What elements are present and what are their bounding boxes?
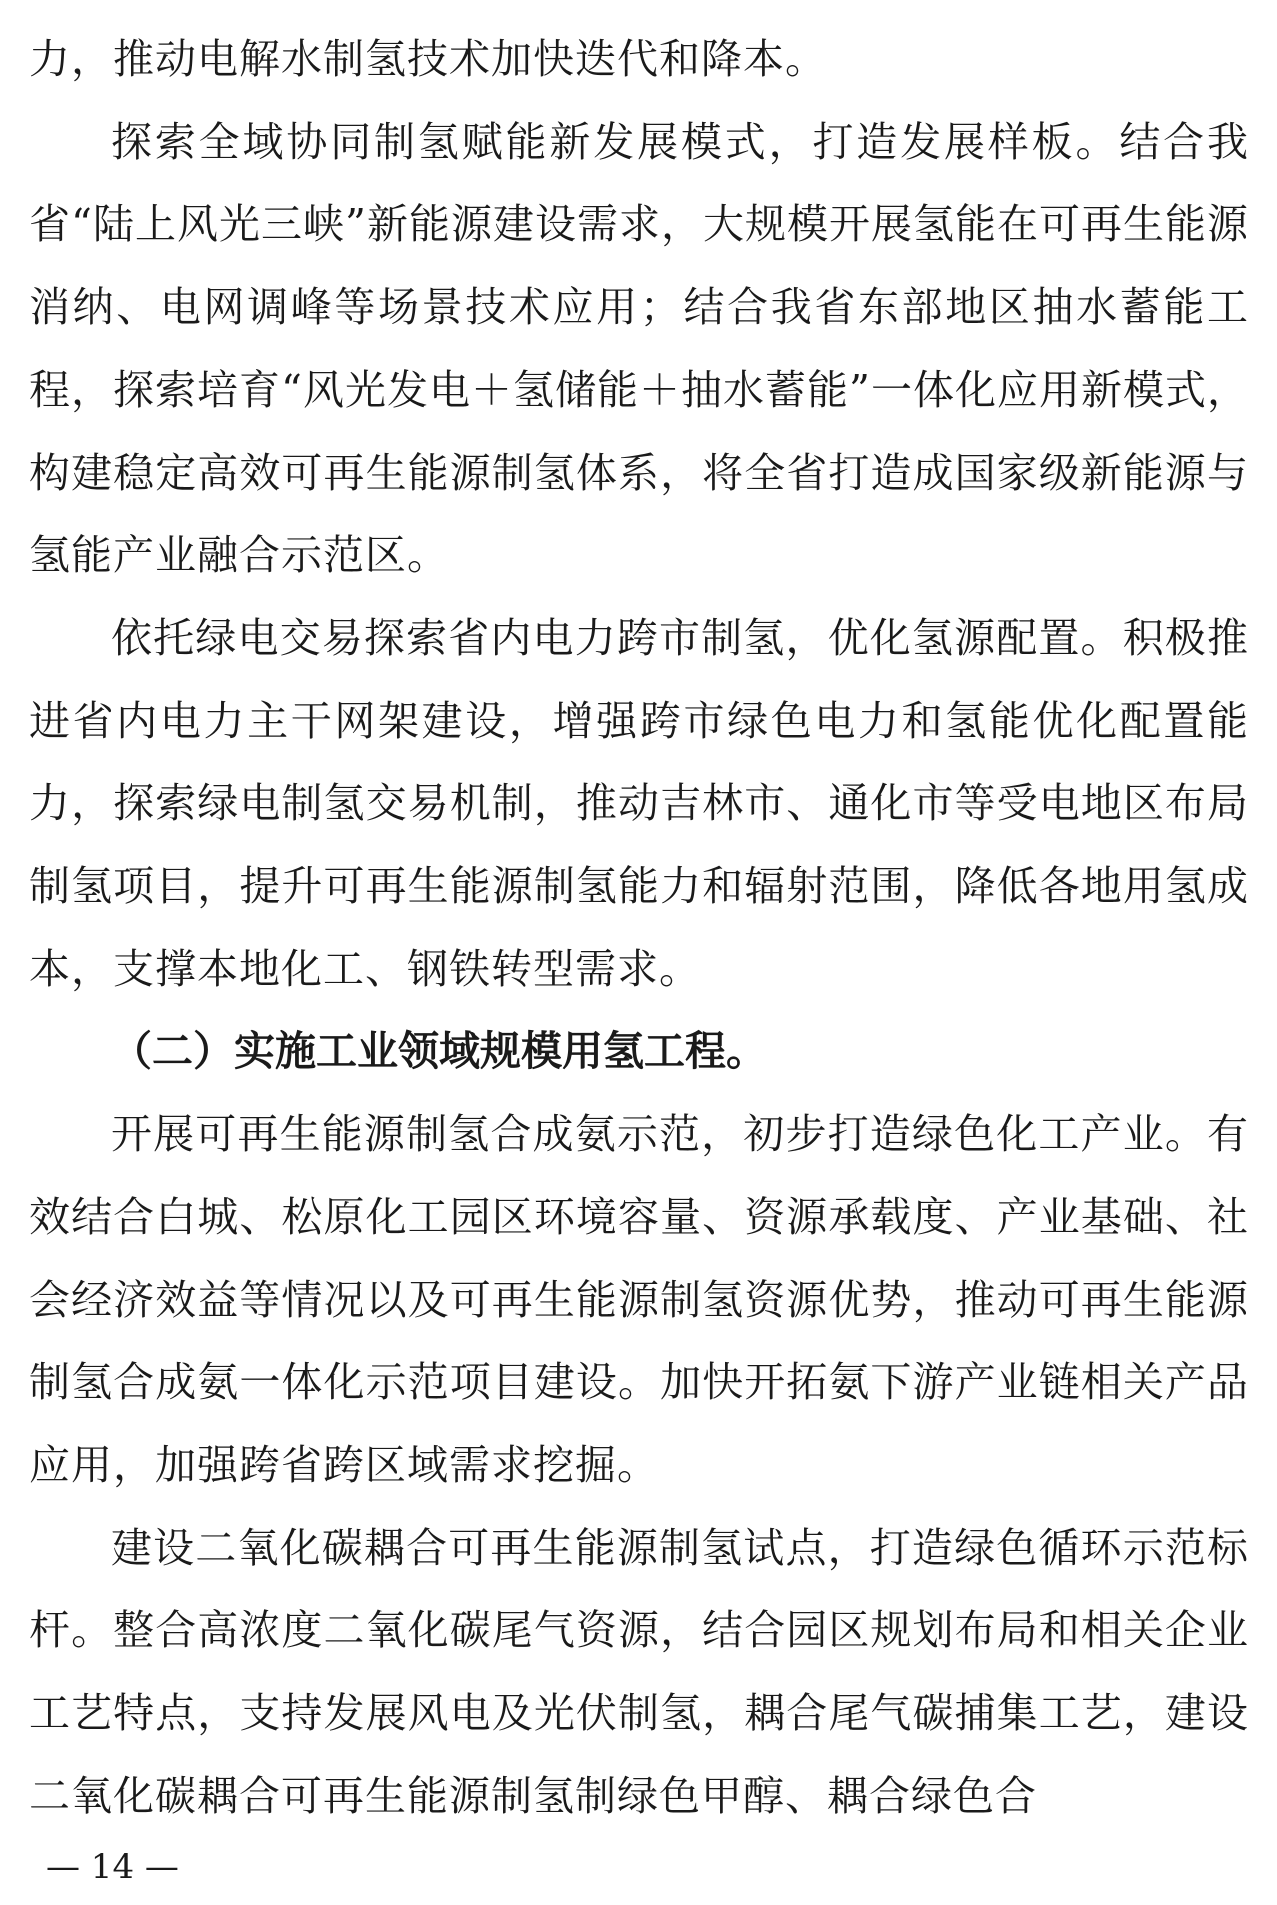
- paragraph-hydrogen-model: 探索全域协同制氢赋能新发展模式，打造发展样板。结合我省“陆上风光三峡”新能源建设需求，大规模开展氢能在可再生能源消纳、电网调峰等场景技术应用；结合我省东部地区抽水蓄能工程，探索培育“风光发电＋氢储能＋抽水蓄能”一体化应用新模式，构建稳定高效可再生能源制氢体系，将全省打造成国家级新能源与氢能产业融合示范区。: [29, 117, 1249, 580]
- page-number: — 14 —: [46, 1847, 179, 1887]
- section-heading: （二）实施工业领域规模用氢工程。: [111, 1027, 767, 1076]
- paragraph-co2-coupling: 建设二氧化碳耦合可再生能源制氢试点，打造绿色循环示范标杆。整合高浓度二氧化碳尾气资源，结合园区规划布局和相关企业工艺特点，支持发展风电及光伏制氢，耦合尾气碳捕集工艺，建设二氧化碳耦合可再生能源制氢制绿色甲醇、耦合绿色合: [29, 1523, 1249, 1820]
- paragraph-continuation: 力，推动电解水制氢技术加快迭代和降本。: [29, 35, 827, 83]
- document-body: [29, 18, 1249, 1837]
- paragraph-ammonia-demo: 开展可再生能源制氢合成氨示范，初步打造绿色化工产业。有效结合白城、松原化工园区环境容量、资源承载度、产业基础、社会经济效益等情况以及可再生能源制氢资源优势，推动可再生能源制氢合成氨一体化示范项目建设。加快开拓氨下游产业链相关产品应用，加强跨省跨区域需求挖掘。: [29, 1110, 1249, 1489]
- paragraph-green-power-trade: 依托绿电交易探索省内电力跨市制氢，优化氢源配置。积极推进省内电力主干网架建设，增强跨市绿色电力和氢能优化配置能力，探索绿电制氢交易机制，推动吉林市、通化市等受电地区布局制氢项目，提升可再生能源制氢能力和辐射范围，降低各地用氢成本，支撑本地化工、钢铁转型需求。: [29, 613, 1249, 993]
